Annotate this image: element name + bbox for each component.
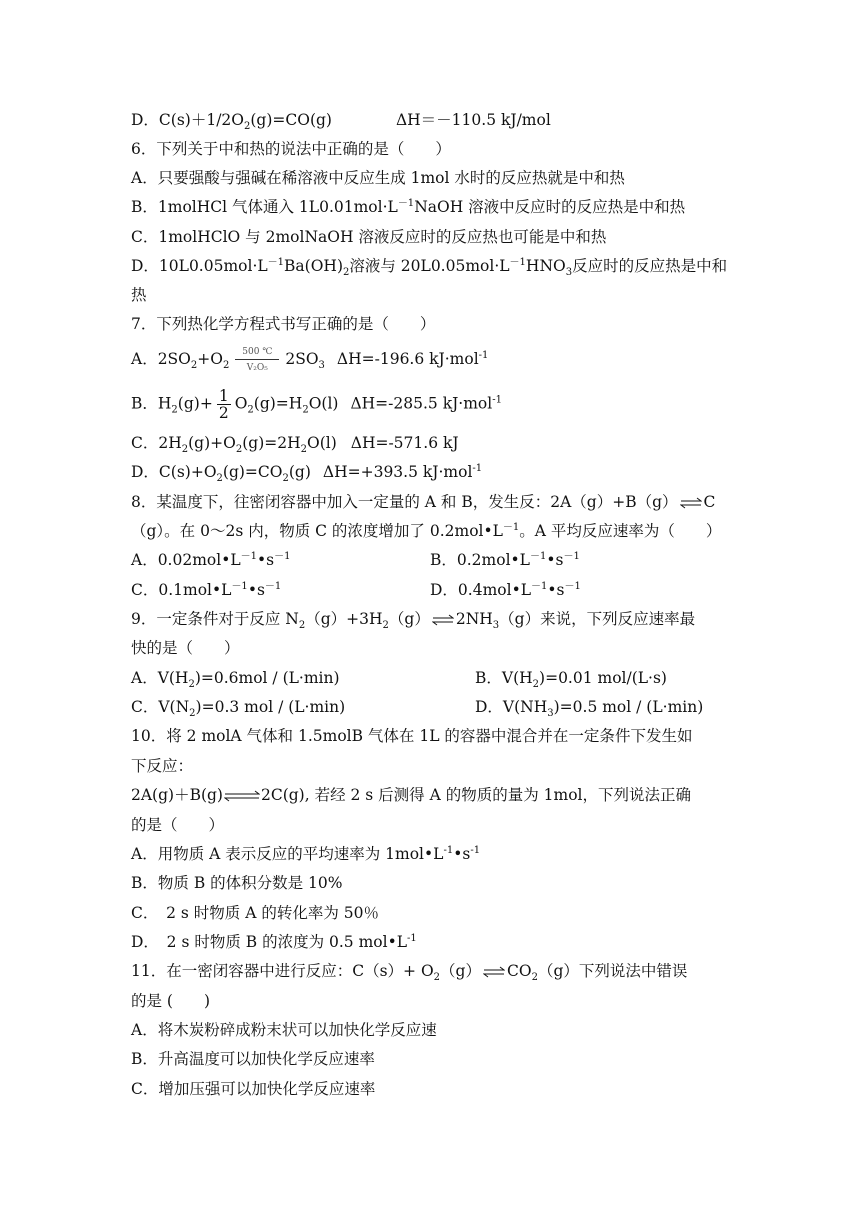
equilibrium-arrow-icon [224, 790, 260, 802]
question-line: 的是（ ） [131, 816, 225, 834]
option-line: C．1molHClO 与 2molNaOH 溶液反应时的反应热也可能是中和热 [131, 228, 607, 246]
option-line-continued: 热 [131, 286, 147, 304]
option-line: A．只要强酸与强碱在稀溶液中反应生成 1mol 水时的反应热就是中和热 [131, 169, 625, 187]
option-line: B．$H_2(g)+$ $\frac{1}{2}$ $O_2(g)=H_2O(l)$ ΔH=-285.5 kJ·mol$^{-1}$ [131, 387, 502, 422]
option-line: A．将木炭粉碎成粉末状可以加快化学反应速 [131, 1021, 437, 1039]
option-line: B．升高温度可以加快化学反应速率 [131, 1050, 375, 1068]
option-row: C．$V(N_2)=0.3$ mol / (L·min) D．$V(NH_3)=0.5$ mol / (L·min) [131, 698, 704, 720]
option-line: D．$10L0.05mol\cdot L^{-1}Ba(OH)_2$溶液与 $20L0.05mol\cdot L^{-1}HNO_3$反应时的反应热是中和 [131, 256, 728, 279]
option-line: B．1molHCl 气体通入 $1L0.01mol\cdot L^{-1}NaOH$ 溶液中反应时的反应热是中和热 [131, 197, 686, 216]
equilibrium-arrow-icon [432, 614, 454, 626]
option-line: A．用物质 A 表示反应的平均速率为 $1mol•L^{-1}•s^{-1}$ [131, 844, 481, 863]
catalyst-arrow: $\frac{500 ℃}{\text{V₂O₅}}$ [231, 347, 283, 373]
option-line: D． 2 s 时物质 B 的浓度为 0.5 $mol•L^{-1}$ [131, 932, 417, 951]
question-line: 的是 ( ) [131, 992, 211, 1010]
option-row: C．$0.1mol•L^{-1}•s^{-1}$ D．$0.4mol•L^{-1}•s^{-1}$ [131, 580, 581, 599]
option-line: C． 2 s 时物质 A 的转化率为 50％ [131, 904, 379, 922]
question-11: 11．在一密闭容器中进行反应：$C(s)+ O_2(g)$ $CO_2(g)$下列说法中错误 [131, 962, 688, 984]
question-line: 2A(g)＋B(g) 2C(g), 若经 2 s 后测得 A 的物质的量为 1mol，下列说法正确 [131, 786, 691, 804]
question-line: 下反应： [131, 757, 194, 775]
option-line: A．$2SO_2+O_2$ $\frac{500 ℃}{\text{V₂O₅}}$ $2SO_3$ ΔH=-196.6 kJ·mol$^{-1}$ [131, 347, 489, 373]
question-10: 10．将 2 molA 气体和 1.5molB 气体在 1L 的容器中混合并在一定条件下发生如 [131, 727, 693, 745]
question-line: （g）。在 0～2s 内，物质 C 的浓度增加了 $0.2mol•L^{-1}$。A 平均反应速率为（ ） [131, 521, 722, 540]
option-row: A．$0.02mol•L^{-1}•s^{-1}$ B．$0.2mol•L^{-1}•s^{-1}$ [131, 550, 580, 569]
option-line: C．增加压强可以加快化学反应速率 [131, 1080, 376, 1098]
equilibrium-arrow-icon [680, 497, 702, 509]
question-8: 8．某温度下，往密闭容器中加入一定量的 A 和 B，发生反：2A（g）+B（g） C [131, 493, 716, 511]
question-line: 快的是（ ） [131, 639, 240, 657]
option-row: A．$V(H_2)=0.6mol / (L\cdot\min)$ B．$V(H_2)=0.01$ mol/(L·s) [131, 669, 667, 691]
option-line: C．$2H_2(g)+O_2(g)=2H_2O(l)$ ΔH=-571.6 kJ [131, 434, 459, 456]
option-line: D．$C(s)+1/2O_2(g)=CO(g)$ ΔH＝－110.5 kJ/mol [131, 111, 551, 133]
question-9: 9．一定条件对于反应 $N_2(g)+3H_2(g)$ $2NH_3(g)$来说，下列反应速率最 [131, 610, 696, 632]
option-line: D．$C(s)+O_2(g)=CO_2(g)$ ΔH=+393.5 kJ·mol$^{-1}$ [131, 462, 483, 485]
option-line: B．物质 B 的体积分数是 10% [131, 874, 343, 892]
question-7: 7．下列热化学方程式书写正确的是（ ） [131, 315, 436, 333]
question-6: 6．下列关于中和热的说法中正确的是（ ） [131, 140, 451, 158]
equilibrium-arrow-icon [483, 966, 505, 978]
fraction: $\frac{1}{2}$ [218, 387, 229, 422]
